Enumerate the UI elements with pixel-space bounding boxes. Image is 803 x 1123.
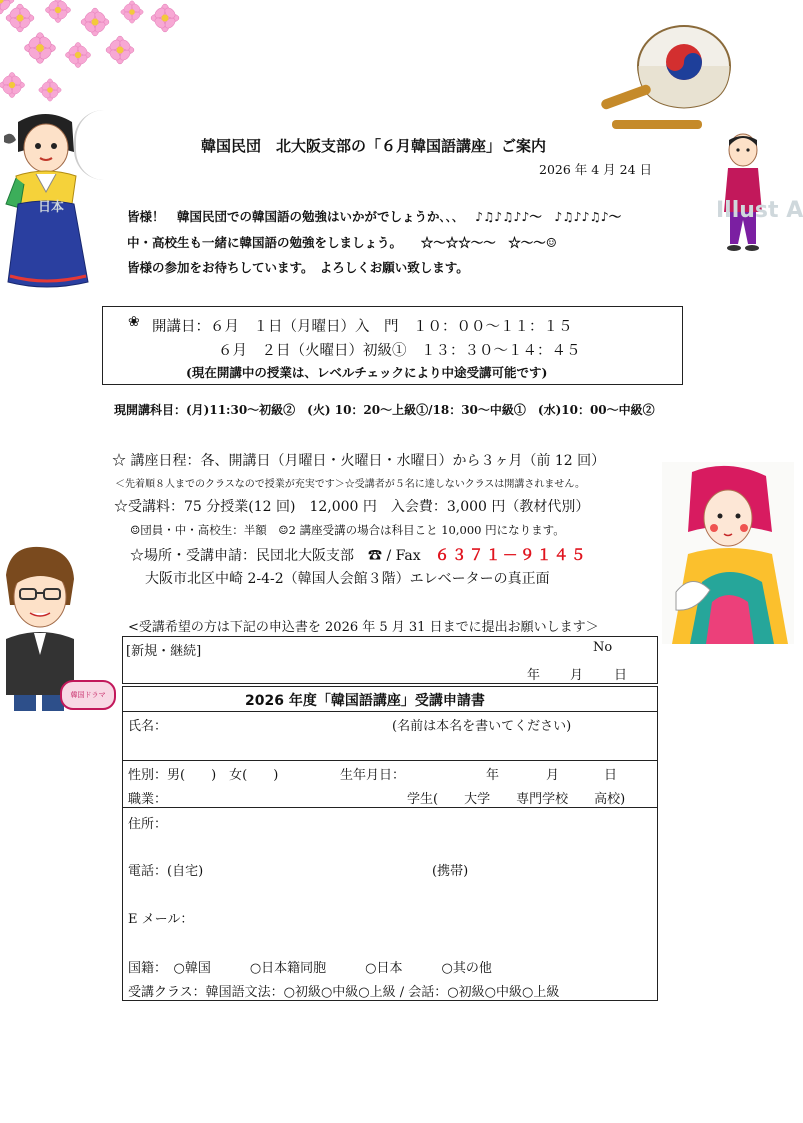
phone-icon: ☎ (368, 548, 382, 564)
drum-illustration (598, 22, 738, 140)
name-label: 氏名： (128, 719, 168, 734)
schedule-row-1: 開講日：６月 １日（月曜日）入 門 １０：００～１１：１５ (152, 319, 573, 335)
fax-number: ６３７１－９１４５ (434, 546, 588, 564)
fax-label: / Fax (382, 548, 435, 564)
course-fee: ☆受講料：75 分授業(12 回) 12,000 円 入会費：3,000 円（教材代別） (114, 499, 590, 515)
form-type-label: [新規・継続] (126, 644, 202, 659)
student-label: 学生( 大学 専門学校 高校) (407, 792, 626, 807)
class-label: 受講クラス：韓国語文法：○初級○中級○上級 / 会話：○初級○中級○上級 (128, 985, 560, 1000)
nationality-label: 国籍： ○韓国 ○日本籍同胞 ○日本 ○其の他 (128, 961, 492, 976)
form-notice: <受講希望の方は下記の申込書を 2026 年 5 月 31 日までに提出お願いします＞ (128, 620, 599, 635)
name-field[interactable] (180, 733, 380, 755)
korean-boy-illustration (718, 132, 768, 256)
watermark-right: Illust A (716, 198, 803, 223)
name-note: (名前は本名を書いてください) (392, 719, 572, 734)
bride-illustration (662, 462, 794, 644)
gender-label: 性別：男( ) 女( ) (128, 768, 279, 783)
job-label: 職業： (128, 792, 168, 807)
form-title: 2026 年度「韓国語講座」受講申請書 (245, 693, 485, 709)
course-period-note: ＜先着順８人までのクラスなので授業が充実です＞☆受講者が５名に達しないクラスは開講されません。 (115, 479, 585, 490)
intro-line-2: 中・高校生も一緒に韓国語の勉強をしましょう。 ☆～☆☆～～ ☆～～☺ (127, 235, 557, 250)
form-no-label: No (593, 640, 613, 655)
phone-mobile-label: (携帯) (432, 864, 469, 879)
birth-day: 日 (604, 768, 618, 783)
document-date: 2026 年 4 月 24 日 (539, 162, 653, 177)
drama-badge: 韓国ドラマ (60, 680, 116, 710)
phone-home-label: 電話：(自宅) (128, 864, 204, 879)
schedule-note: (現在開講中の授業は、レベルチェックにより中途受講可能です) (186, 365, 548, 380)
page-title: 韓国民団 北大阪支部の「６月韓国語講座」ご案内 (201, 137, 547, 155)
birth-label: 生年月日： (340, 768, 406, 783)
flower-icon: ❀ (128, 314, 140, 330)
place-line (130, 544, 588, 565)
course-discount: ☺団員・中・高校生：半額 ☺2 講座受講の場合は科目こと 10,000 円になります。 (130, 523, 565, 537)
form-date-day: 日 (614, 668, 628, 683)
course-period: ☆ 講座日程：各、開講日（月曜日・火曜日・水曜日）から３ヶ月（前 12 回） (112, 453, 606, 469)
intro-line-3: 皆様の参加をお待ちしています。 よろしくお願い致します。 (127, 260, 469, 275)
cosmos-flowers-illustration (0, 0, 190, 110)
address-field-label: 住所： (128, 817, 168, 832)
schedule-row-2: ６月 ２日（火曜日）初級① １３：３０～１４：４５ (218, 343, 581, 359)
watermark-left: 日本 (38, 200, 65, 215)
form-divider-2 (122, 807, 658, 808)
current-courses: 現開講科目：(月)11:30～初級② (火) 10：20～上級①/18：30～中級① (水)10：00～中級② (114, 403, 655, 417)
form-date-month: 月 (570, 668, 584, 683)
birth-month: 月 (546, 768, 560, 783)
form-date-year: 年 (527, 668, 541, 683)
address-line: 大阪市北区中崎 2-4-2（韓国人会館３階）エレベーターの真正面 (145, 571, 550, 587)
form-divider-1 (122, 760, 658, 761)
email-label: E メール： (128, 912, 194, 927)
intro-line-1: 皆様！ 韓国民団での韓国語の勉強はいかがでしょうか､､､ ♪♫♪♫♪♪～ ♪♫♪♪♫♪～ (127, 209, 622, 224)
place-label: ☆場所・受講申請：民団北大阪支部 (130, 548, 368, 564)
birth-year: 年 (486, 768, 500, 783)
